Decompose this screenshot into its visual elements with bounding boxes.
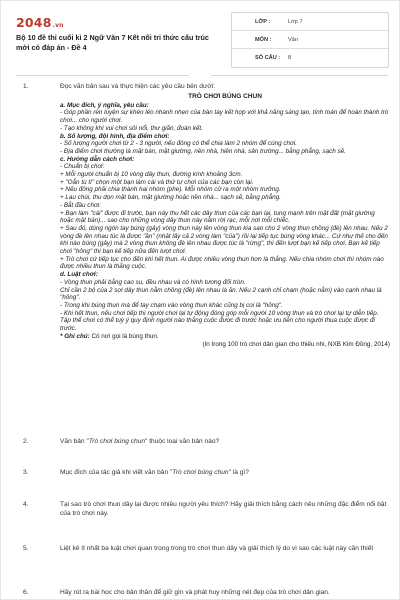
document-title xyxy=(16,33,226,53)
question-text-part: Văn bản " xyxy=(60,438,89,445)
question-number: 1. xyxy=(23,83,29,90)
document-title-line: Bộ 10 đề thi cuối kì 2 Ngữ Văn 7 Kết nối tri thức cấu trúc xyxy=(16,33,209,42)
question-number: 6. xyxy=(23,589,29,596)
meta-row-subject xyxy=(232,31,388,49)
question-text xyxy=(60,437,390,446)
logo-main-text: 2048 xyxy=(16,15,52,30)
meta-value-class: Lớp 7 xyxy=(288,18,303,25)
passage-line: Chỉ cần 2 bộ của 2 sợi dây thun nằm chồng (đè) lên nhau là ăn. Nếu 2 cạnh chỉ chạm (hoặc nằm) vào cạnh nhau là "hỏng". xyxy=(60,286,382,302)
passage-line: - Trong khi búng thun mà để tay chạm vào vòng thun khác cũng bị coi là "hỏng". xyxy=(60,301,283,309)
passage-note-label: * Ghi chú: xyxy=(60,332,90,340)
question-number: 3. xyxy=(23,469,29,476)
passage-line: + Mỗi người chuẩn bị 10 vòng dây thun, đường kính khoảng 3cm. xyxy=(60,171,243,179)
meta-value-subject: Văn xyxy=(288,36,298,43)
divider-gap xyxy=(189,73,211,77)
question-text-part: " là gì? xyxy=(228,469,249,476)
passage-line: c. Hướng dẫn cách chơi: xyxy=(60,155,135,163)
passage-line: - Tạo không khí vui chơi sôi nổi, thư giãn, đoàn kết. xyxy=(60,124,203,132)
question-text-italic: Trò chơi búng chun xyxy=(88,438,146,445)
question-text: Liệt kê ít nhất ba luật chơi quan trọng trong trò chơi thun dây và giải thích lý do vì sao các luật này cần thiết xyxy=(60,545,374,552)
passage-line: + "Oẳn tù tì" chọn một bạn làm cái và thứ tự chơi của các bạn còn lại. xyxy=(60,178,254,186)
passage-line: - Bắt đầu chơi: xyxy=(60,201,101,209)
reading-passage xyxy=(60,94,390,348)
question-text: Tại sao trò chơi thun dây lại được nhiều người yêu thích? Hãy giải thích bằng cách nêu những đặc điểm nổi bật của trò chơi này. xyxy=(60,501,387,517)
logo-suffix-text: .vn xyxy=(52,22,64,29)
meta-row-question-count xyxy=(232,49,388,67)
passage-note-text: Có nơi gọi là búng thun. xyxy=(89,332,159,340)
document-title-line: mới có đáp án - Đề 4 xyxy=(16,43,87,53)
passage-source: (In trong 100 trò chơi dân gian cho thiếu nhi, NXB Kim Đồng, 2014) xyxy=(202,340,390,348)
question-text: Hãy rút ra bài học cho bản thân để giữ gìn và phát huy những nét đẹp của trò chơi dân gian. xyxy=(60,589,330,596)
question-number: 5. xyxy=(23,545,29,552)
passage-title: TRÒ CHƠI BÚNG CHUN xyxy=(188,93,262,100)
meta-key-class: LỚP : xyxy=(255,18,271,25)
meta-key-question-count: SỐ CÂU : xyxy=(255,55,281,61)
passage-line: a. Mục đích, ý nghĩa, yêu cầu: xyxy=(60,101,149,109)
passage-line: - Vòng thun phải bằng cao su, đều nhau và có hình tương đối tròn. xyxy=(60,278,246,286)
passage-line: - Khi hết thun, nếu chơi tiếp thì người chơi lại tự động đóng góp mỗi người 10 vòng thun và trò chơi lại tự diễn tiếp. Tập thể chơi có thể tuỳ ý quy định người nào thắng cuộc được đi trước hoặc ưu tiên cho người thua cuộc được đi trước. xyxy=(60,309,379,333)
meta-row-class xyxy=(232,13,388,31)
passage-line: + Lau chùi, thu dọn mặt bàn, mặt giường hoặc nền nhà... sạch sẽ, bằng phẳng. xyxy=(60,194,281,202)
question-number: 4. xyxy=(23,501,29,508)
passage-line: - Địa điểm chơi thường là mặt bàn, mặt giường, nền nhà, hiên nhà, sân trường... bằng phẳng, sạch sẽ. xyxy=(60,147,346,155)
meta-key-subject: MÔN : xyxy=(255,36,272,43)
passage-line: - Chuẩn bị chơi: xyxy=(60,163,105,171)
meta-value-question-count: 8 xyxy=(288,55,292,61)
question-text-part: " thuộc loại văn bản nào? xyxy=(145,438,220,445)
site-logo[interactable] xyxy=(16,15,64,30)
question-text xyxy=(60,468,390,477)
passage-line: b. Số lượng, đội hình, địa điểm chơi: xyxy=(60,132,170,140)
passage-line: - Số lượng người chơi từ 2 - 3 người, nếu đông có thể chia làm 2 nhóm để cùng chơi. xyxy=(60,140,297,148)
question-text-italic: Trò chơi búng chun xyxy=(172,469,229,476)
question-number: 2. xyxy=(23,438,29,445)
meta-info-box xyxy=(231,12,389,68)
passage-line: + Sau đó, dùng ngón tay búng (gảy) vòng thun này lên vòng thun kia sao cho 2 vòng thun chồng (đè) lên nhau. Nếu 2 vòng đè lên nhau túc là được "ăn" (nhặt lấy cả 2 vòng làm "của") rồi lại tiếp tục búng vòng khác... Cứ như thế cho đến khi nào búng (gảy) mà 2 vòng thun không đè lên nhau được túc là "rừng", thì đến lượt bạn kế tiếp chơi. Bạn kế tiếp chơi "hỏng" thì bạn kế tiếp nữa đến lượt chơi. xyxy=(60,224,388,256)
passage-line: d. Luật chơi: xyxy=(60,271,98,279)
question-text: Đọc văn bản sau và thực hiện các yêu cầu bên dưới: xyxy=(60,83,216,90)
passage-line: + Nếu đông phải chia thành hai nhóm (phe). Mỗi nhóm cử ra một nhóm trưởng. xyxy=(60,186,281,194)
passage-line: + Bạn làm "cái" được đi trước, bạn này thu hết các dây thun của các bạn lại, tung mạnh trên mặt đất (mặt giường hoặc mặt bàn)... sao cho những vòng dây thun này nằm rời rạc, mỗi nơi mỗi chiếc. xyxy=(60,209,375,225)
passage-line: - Góp phần rèn luyện sự khéo léo nhanh nhẹn của bàn tay kết hợp với khả năng sáng tạo, tính toán để hoàn thành trò chơi... cho người chơi. xyxy=(60,109,389,125)
passage-line: + Trò chơi cứ tiếp tục cho đến khi hết thun. Ai được nhiều vòng thun hơn là thắng. Nếu chia nhóm chơi thì nhóm nào được nhiều thun là thắng cuộc. xyxy=(60,255,384,271)
question-text-part: Mục đích của tác giả khi viết văn bản " xyxy=(60,469,173,476)
passage-note xyxy=(60,333,390,341)
